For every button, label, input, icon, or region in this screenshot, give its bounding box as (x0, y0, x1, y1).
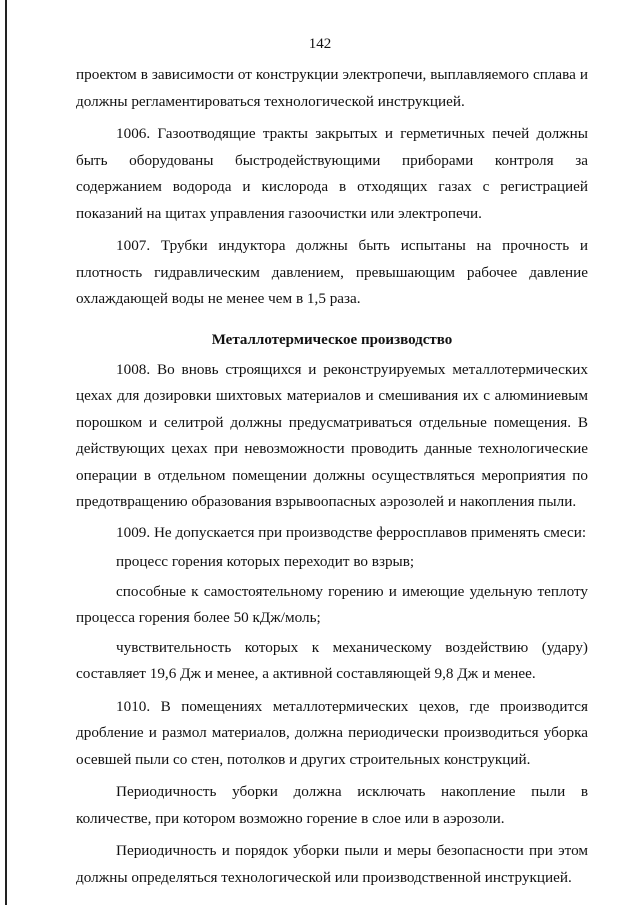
clause-1006: 1006. Газоотводящие тракты закрытых и герметичных печей должны быть оборудованы быстродействующими приборами контроля за содержанием водорода и кислорода в отходящих газах с регистрацией показаний на щитах управления газоочистки или электропечи. (76, 125, 588, 222)
clause-1010-paragraph-3: Периодичность и порядок уборки пыли и меры безопасности при этом должны определяться технологической или производственной инструкцией. (76, 842, 588, 886)
clause-1009-item-1: процесс горения которых переходит во взрыв; (116, 553, 415, 570)
clause-1009-intro: 1009. Не допускается при производстве ферросплавов применять смеси: (116, 523, 587, 541)
clause-1007: 1007. Трубки индуктора должны быть испытаны на прочность и плотность гидравлическим давлением, превышающим рабочее давление охлаждающей воды не менее чем в 1,5 раза. (76, 237, 588, 307)
document-body (76, 62, 588, 891)
page-number: 142 (308, 36, 332, 52)
clause-1009-item-3: чувствительность которых к механическому воздействию (удару) составляет 19,6 Дж и менее, а активной составляющей 9,8 Дж и менее. (76, 638, 588, 682)
section-heading: Металлотермическое производство (211, 331, 453, 348)
clause-1008: 1008. Во вновь строящихся и реконструируемых металлотермических цехах для дозировки шихтовых материалов и смешивания их с алюминиевым порошком и селитрой должны предусматриваться отдельные помещения. В действующих цехах при невозможности проводить данные технологические операции в отдельном помещении должны осуществляться мероприятия по предотвращению образования взрывоопасных аэрозолей и накопления пыли. (76, 360, 588, 510)
continuation-paragraph: проектом в зависимости от конструкции электропечи, выплавляемого сплава и должны регламентироваться технологической инструкцией. (76, 66, 588, 110)
clause-1010-paragraph-2: Периодичность уборки должна исключать накопление пыли в количестве, при котором возможно горение в слое или в аэрозоли. (76, 783, 588, 827)
clause-1010: 1010. В помещениях металлотермических цехов, где производится дробление и размол материалов, должна периодически производиться уборка осевшей пыли со стен, потолков и других строительных конструкций. (76, 697, 588, 768)
clause-1009-item-2: способные к самостоятельному горению и имеющие удельную теплоту процесса горения более 50 кДж/моль; (76, 582, 588, 626)
scan-edge-line (5, 0, 7, 905)
